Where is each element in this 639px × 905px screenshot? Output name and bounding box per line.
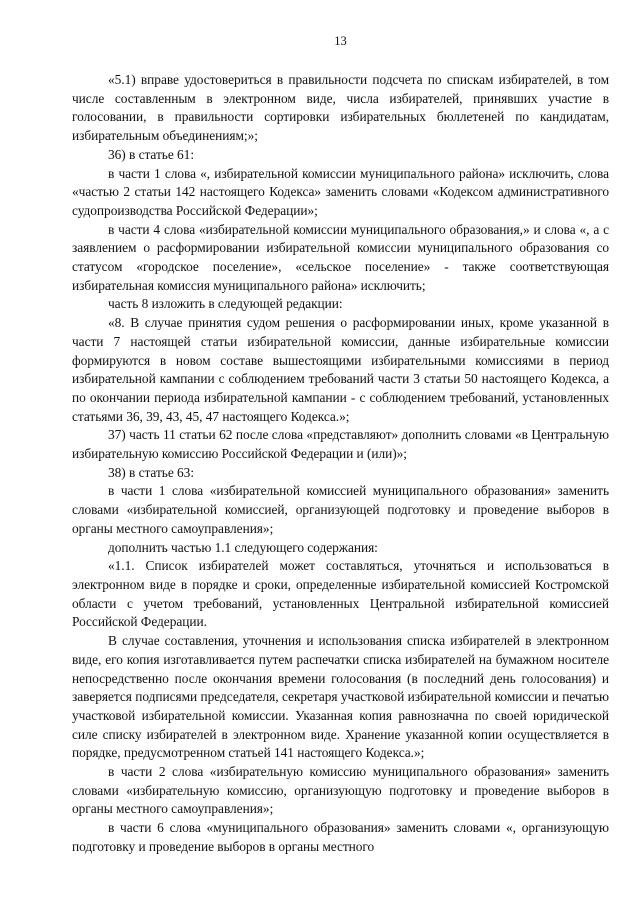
paragraph-item-36: 36) в статье 61: (108, 146, 194, 162)
paragraph-item-38: 38) в статье 63: (108, 464, 194, 480)
paragraph-art63-part2: в части 2 слова «избирательную комиссию муниципального образования» заменить словами «избирательную комиссию, организующую подготовку и проведение выборов в органы местного самоуправления»; (72, 764, 609, 817)
paragraph-art63-part1-1-text: «1.1. Список избирателей может составляться, уточняться и использоваться в электронном виде в порядке и сроки, определенные избирательной комиссией Костромской области с учетом требований, установленных Центральной избирательной комиссией Российской Федерации. (72, 558, 609, 630)
paragraph-art61-part4: в части 4 слова «избирательной комиссии муниципального образования,» и слова «, а с заявлением о расформировании избирательной комиссии муниципального образования со статусом «городское поселение», «сельское поселение» - также соответствующая избирательная комиссия муниципального района» исключить; (72, 221, 609, 293)
paragraph-art63-part6: в части 6 слова «муниципального образования» заменить словами «, организующую подготовку и проведение выборов в органы местного (72, 820, 609, 854)
paragraph-electronic-list-copy: В случае составления, уточнения и использования списка избирателей в электронном виде, его копия изготавливается путем распечатки списка избирателей на бумажном носителе непосредственно после окончания времени голосования (в последний день голосования) и заверяется подписями председателя, секретаря участковой избирательной комиссии и печатью участковой избирательной комиссии. Указанная копия равнозначна по своей юридической силе списку избирателей в электронном виде. Хранение указанной копии осуществляется в порядке, предусмотренном статьей 141 настоящего Кодекса.»; (72, 633, 609, 761)
paragraph-art61-part8-intro: часть 8 изложить в следующей редакции: (108, 296, 343, 312)
paragraph-art63-part1: в части 1 слова «избирательной комиссией муниципального образования» заменить словами «избирательной комиссией, организующей подготовку и проведение выборов в органы местного самоуправления»; (72, 483, 609, 536)
paragraph-5-1-clause: «5.1) вправе удостовериться в правильности подсчета по спискам избирателей, в том числе составленным в электронном виде, числа избирателей, принявших участие в голосовании, в правильности сортировки избирательных бюллетеней по кандидатам, избирательным объединениям;»; (72, 72, 609, 144)
document-body (72, 71, 609, 857)
page-number: 13 (334, 34, 347, 48)
paragraph-art61-part1: в части 1 слова «, избирательной комиссии муниципального района» исключить, слова «частью 2 статьи 142 настоящего Кодекса» заменить словами «Кодексом административного судопроизводства Российской Федерации»; (72, 165, 609, 218)
paragraph-art63-part1-1-intro: дополнить частью 1.1 следующего содержания: (108, 539, 378, 555)
paragraph-art61-part8-text: «8. В случае принятия судом решения о расформировании иных, кроме указанной в части 7 настоящей статьи избирательной комиссии, данные избирательные комиссии формируются в новом составе вышестоящими избирательными комиссиями в период избирательной кампании с соблюдением требований части 3 статьи 50 настоящего Кодекса, а по окончании периода избирательной кампании - с соблюдением требований, установленных статьями 36, 39, 43, 45, 47 настоящего Кодекса.»; (72, 315, 609, 424)
paragraph-item-37: 37) часть 11 статьи 62 после слова «представляют» дополнить словами «в Центральную избирательную комиссию Российской Федерации и (или)»; (72, 427, 609, 462)
